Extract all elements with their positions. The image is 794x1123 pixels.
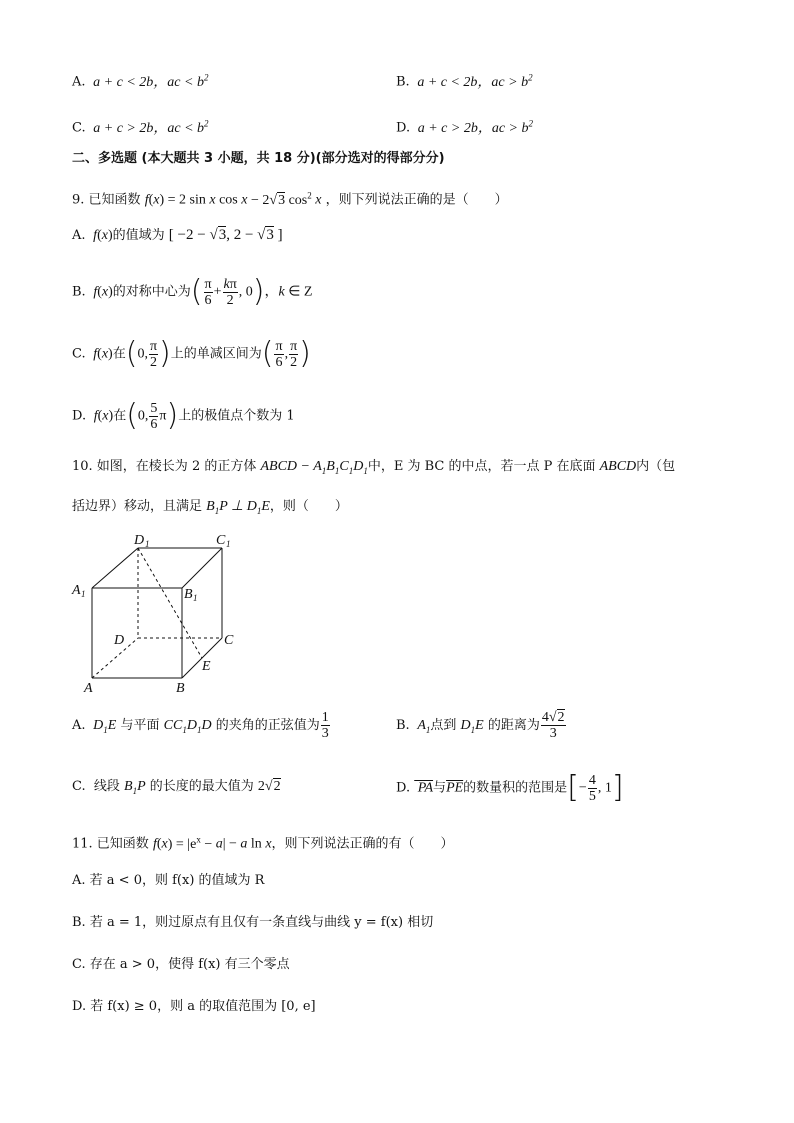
q9-option-c[interactable]: C. f(x)在(0, $\frac{\pi}{2}$ )上的单减区间为( $\frac{\pi}{6}$ , $\frac{\pi}{2}$ ) <box>72 336 311 371</box>
vertex-B: B <box>176 681 185 696</box>
q9-stem-post: ，则下列说法正确的是（ ） <box>325 192 508 208</box>
q10-option-c[interactable]: C. 线段 $B_1P$ 的长度的最大值为 2√2 <box>72 779 281 796</box>
option-label: D. <box>396 780 411 796</box>
q11-option-b[interactable] <box>72 914 433 932</box>
q9-option-b[interactable]: B. f(x)的对称中心为( $\frac{\pi}{6}$ + $\frac{k\pi}{2}$ , 0)，k ∈ Z <box>72 274 313 309</box>
q9-option-a[interactable]: A. f(x)的值域为 [ −2 − √3, 2 − √3 ] <box>72 227 283 243</box>
q9-d-t1: 在 <box>113 408 127 424</box>
q10-stem-line1 <box>72 458 675 480</box>
q9-d-t2: 上的极值点个数为 1 <box>178 408 295 424</box>
vertex-A: A <box>84 681 93 696</box>
q10-condition: $B_1P$ ⊥ $D_1E$ <box>206 499 270 516</box>
option-label: A. <box>72 74 86 90</box>
vertex-B1: B <box>184 587 193 602</box>
svg-text:1: 1 <box>145 539 150 549</box>
q11-b-text: 若 a = 1，则过原点有且仅有一条直线与曲线 y = f(x) 相切 <box>89 915 434 930</box>
option-label: A. <box>72 228 86 243</box>
svg-text:1: 1 <box>226 539 231 549</box>
q10-stem-line2-pre: 括边界）移动，且满足 <box>72 499 203 514</box>
option-label: B. <box>396 718 410 733</box>
q10-d-t1: 与 <box>433 780 447 796</box>
option-label: A. <box>72 873 86 888</box>
vertex-D: D <box>114 633 125 648</box>
option-label: C. <box>72 957 86 972</box>
vertex-E: E <box>202 659 211 674</box>
svg-text:1: 1 <box>81 589 86 599</box>
q11-function: f <box>152 836 157 852</box>
option-label: A. <box>72 718 86 733</box>
q10-stem-mid: 中，E 为 BC 的中点，若一点 P 在底面 <box>367 459 596 474</box>
q10-stem-post: 内（包 <box>636 459 676 474</box>
q10-d-text: 的数量积的范围是 <box>463 780 568 796</box>
option-c-expr: a + c > 2b，ac < $b^2$ <box>89 118 209 136</box>
q9-option-d[interactable]: D. f(x)在(0, $\frac{5}{6}$ π)上的极值点个数为 1 <box>72 398 295 433</box>
q9-c-t2: 上的单减区间为 <box>170 346 262 362</box>
q10-stem-line2-post: ，则（ ） <box>269 499 348 514</box>
option-label: D. <box>72 408 87 424</box>
q10-option-d[interactable]: D. PA与$\overline{PE}$的数量积的范围是[− $\frac{4}{5}$ , 1] <box>396 770 624 805</box>
q9-function: f <box>144 192 149 208</box>
vertex-A1: A <box>72 583 81 598</box>
q10-stem-pre: 10. 如图，在棱长为 2 的正方体 <box>72 459 257 474</box>
option-label: C. <box>72 779 86 794</box>
option-b-expr: a + c < 2b，ac > $b^2$ <box>413 72 533 90</box>
option-label: B. <box>72 284 86 300</box>
q11-option-c[interactable] <box>72 956 290 974</box>
option-label: D. <box>72 999 87 1014</box>
q9-c-t1: 在 <box>112 346 126 362</box>
q11-stem: 11. 已知函数 $f(x) = |e^x - a| - a$ ln x，则下列说法正确的有（ ） <box>72 834 454 852</box>
q9-a-range: [ −2 − √3, 2 − √3 ] <box>168 227 283 243</box>
q9-stem: 9. 已知函数 f(x) = 2 sin x cos x − 2√3 $\cos^2 x$ ，则下列说法正确的是（ ） <box>72 190 508 208</box>
option-label: B. <box>72 915 86 930</box>
q9-stem-pre: 9. 已知函数 <box>72 192 141 208</box>
cube-figure <box>70 528 250 700</box>
q10-base: ABCD <box>599 459 637 474</box>
q9-a-text: 的值域为 <box>112 228 165 243</box>
q11-stem-pre: 11. 已知函数 <box>72 836 149 852</box>
vertex-C: C <box>224 633 234 648</box>
q11-option-a[interactable] <box>72 872 264 890</box>
q11-a-text: 若 a < 0，则 f(x) 的值域为 R <box>89 873 265 888</box>
vertex-C1: C <box>216 533 226 548</box>
q11-c-text: 存在 a > 0，使得 f(x) 有三个零点 <box>89 957 290 972</box>
option-label: C. <box>72 346 86 362</box>
q11-d-text: 若 f(x) ≥ 0，则 a 的取值范围为 [0, e] <box>90 999 316 1014</box>
section-title: 二、多选题 (本大题共 3 小题，共 18 分)(部分选对的得部分分) <box>72 151 445 166</box>
q8-option-d[interactable] <box>396 114 533 138</box>
svg-text:1: 1 <box>193 593 198 603</box>
q8-option-a[interactable] <box>72 68 208 92</box>
q10-cube: ABCD − $A_1B_1C_1D_1$ <box>260 459 368 476</box>
option-label: D. <box>396 120 411 136</box>
q11-option-d[interactable] <box>72 998 316 1016</box>
q8-option-b[interactable] <box>396 68 533 92</box>
q9-b-text: 的对称中心为 <box>112 284 191 300</box>
option-a-expr: a + c < 2b，ac < $b^2$ <box>89 72 209 90</box>
vertex-D1: D <box>134 533 145 548</box>
option-label: B. <box>396 74 410 90</box>
q11-stem-post: ，则下列说法正确的有（ ） <box>271 836 454 852</box>
option-label: C. <box>72 120 86 136</box>
q8-option-c[interactable] <box>72 114 209 138</box>
q10-stem-line2 <box>72 498 348 520</box>
q10-option-a[interactable]: A. $D_1E$ 与平面 $CC_1D_1D$ 的夹角的正弦值为 $\frac{1}{3}$ <box>72 710 329 741</box>
q10-option-b[interactable]: B. $A_1$点到 $D_1E$ 的距离为 $\frac{4√2}{3}$ <box>396 710 565 741</box>
option-d-expr: a + c > 2b，ac > $b^2$ <box>414 118 534 136</box>
